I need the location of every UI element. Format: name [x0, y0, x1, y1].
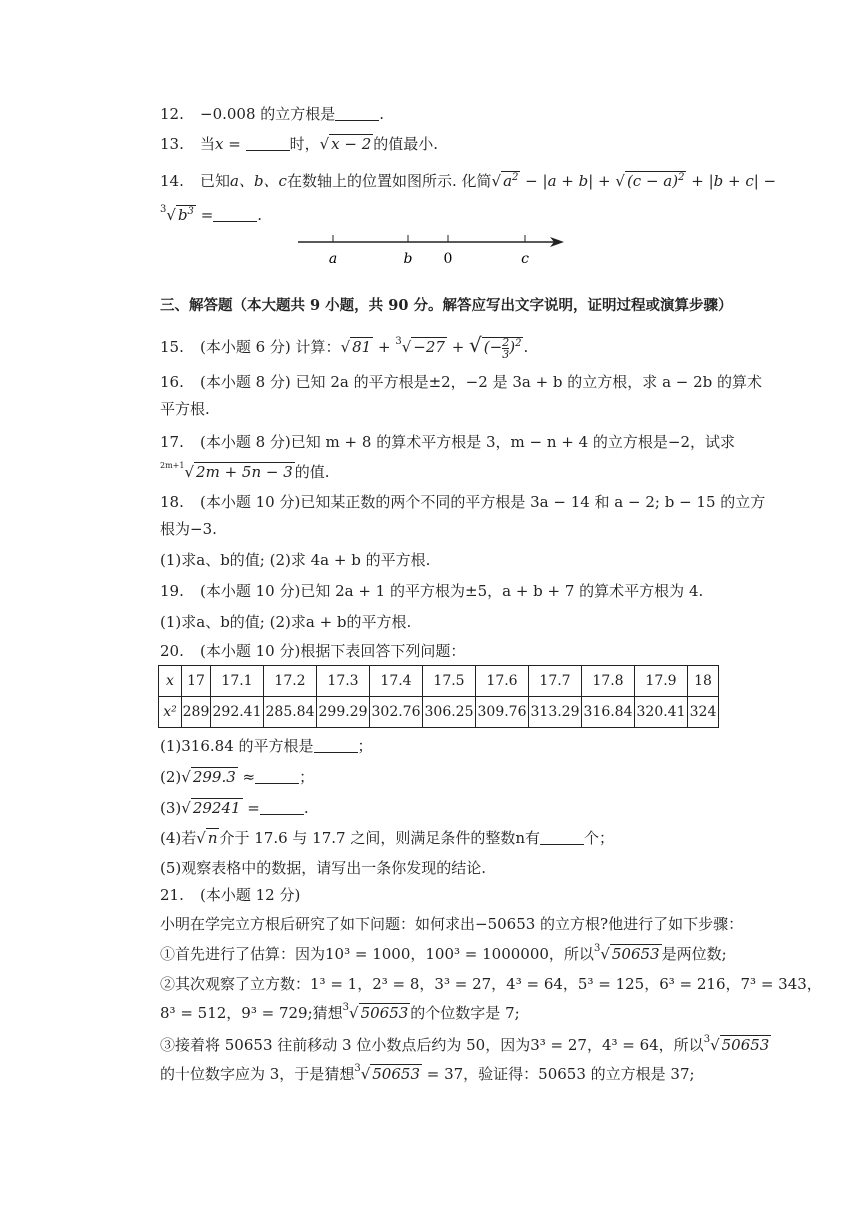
q18-line1: (本小题 10 分)已知某正数的两个不同的平方根是 3a − 14 和 a − 2; b − 15 的立方 — [200, 493, 766, 511]
sqrt-sign: √ — [181, 768, 191, 786]
q19-line1: (本小题 10 分)已知 2a + 1 的平方根为±5，a + b + 7 的算术平方根为 4. — [200, 582, 704, 600]
q17-end: 的值. — [294, 463, 330, 481]
answer-blank — [260, 800, 304, 815]
q13-text-c: 时， — [289, 135, 320, 153]
answer-blank — [314, 738, 358, 753]
q20-p4-text: 介于 17.6 与 17.7 之间，则满足条件的整数n有 — [219, 829, 541, 847]
sqrt-sign: √ — [469, 333, 482, 357]
q12-text: −0.008 的立方根是 — [200, 105, 336, 123]
q13-eq: = — [223, 135, 246, 153]
q21-s2-rad: 50653 — [360, 1004, 409, 1022]
sqrt-sign: √ — [600, 945, 610, 963]
q14-expr-c: + |b + c| − — [686, 172, 777, 190]
q21-s3-rad: 50653 — [721, 1036, 770, 1054]
question-12 — [160, 104, 384, 124]
q14-line2-rad: b — [177, 206, 188, 224]
question-20 — [160, 641, 465, 661]
q21-step3-line1 — [160, 1035, 771, 1058]
table-cell: 17.6 — [476, 666, 529, 697]
question-17 — [160, 432, 735, 452]
table-cell: 17.5 — [423, 666, 476, 697]
question-19-line2: (1)求a、b的值; (2)求a + b的平方根. — [160, 613, 412, 631]
root-index: 2m+1 — [160, 461, 185, 470]
q21-step2-line1: ②其次观察了立方数：1³ = 1，2³ = 8，3³ = 27，4³ = 64，5³ = 125，6³ = 216，7³ = 343， — [160, 975, 822, 993]
q14-expr1: a — [503, 172, 513, 190]
q14-vars: a、b、c — [230, 172, 287, 190]
sqrt-sign: √ — [184, 463, 195, 481]
q14-text: 已知 — [200, 172, 231, 190]
answer-blank — [246, 136, 290, 151]
q20-line1: (本小题 10 分)根据下表回答下列问题： — [200, 642, 466, 660]
q20-p2-approx: ≈ — [237, 768, 256, 786]
q20-p4-rad: n — [207, 829, 218, 847]
denominator: 3 — [502, 347, 510, 361]
q21-step1 — [160, 944, 727, 967]
q17-line1: (本小题 8 分)已知 m + 8 的算术平方根是 3，m − n + 4 的立方根是−2，试求 — [200, 433, 736, 451]
question-number: 12. — [160, 105, 184, 123]
q21-step2-line2 — [160, 1003, 520, 1026]
q20-part5: (5)观察表格中的数据，请写出一条你发现的结论. — [160, 859, 487, 877]
q15-rad2: −27 — [413, 338, 445, 356]
table-cell: 17.1 — [211, 666, 264, 697]
cube-root-index: 3 — [703, 1034, 711, 1045]
label-a: a — [328, 251, 338, 267]
q21-s2-text: 8³ = 512，9³ = 729;猜想 — [160, 1004, 343, 1022]
q21-s1-end: 是两位数; — [661, 945, 727, 963]
table-cell: 292.41 — [211, 697, 264, 728]
table-cell: 17 — [182, 666, 211, 697]
question-number: 20. — [160, 642, 184, 660]
q14-line2-eq: = — [195, 206, 214, 224]
q15-end: . — [523, 338, 529, 356]
q14-text-b: 在数轴上的位置如图所示. 化简 — [286, 172, 492, 190]
cube-root-index: 3 — [395, 336, 402, 347]
q15-plus1: + — [373, 338, 396, 356]
q20-p3-eq: = — [242, 799, 260, 817]
q14-radicand-2: $(c - a)^2$ — [626, 172, 685, 190]
cube-root-index: 3 — [160, 204, 167, 215]
q16-line1: (本小题 8 分) 已知 2a 的平方根是±2，−2 是 3a + b 的立方根，求 a − 2b 的算术 — [200, 373, 763, 391]
question-18-line2: 根为−3. — [160, 520, 217, 538]
q20-p1-end: ； — [357, 737, 373, 755]
q14-line2-end: . — [257, 206, 263, 224]
sqrt-sign: √ — [166, 206, 176, 224]
cube-root-index: 3 — [354, 1063, 361, 1074]
question-13 — [160, 134, 438, 154]
q15-head: (本小题 6 分) 计算： — [200, 338, 341, 356]
fraction — [502, 337, 509, 360]
section-3-heading: 三、解答题（本大题共 9 小题，共 90 分。解答应写出文字说明，证明过程或演算步骤） — [160, 297, 733, 314]
label-b: b — [403, 251, 413, 267]
question-number: 16. — [160, 373, 184, 391]
table-cell: 302.76 — [370, 697, 423, 728]
q13-var: x — [215, 135, 224, 153]
sqrt-sign: √ — [615, 172, 625, 190]
sqrt-sign: √ — [196, 829, 206, 847]
table-row — [159, 697, 719, 728]
answer-blank — [255, 769, 299, 784]
question-15 — [160, 334, 528, 360]
question-18-line3: (1)求a、b的值; (2)求 4a + b 的平方根. — [160, 551, 431, 569]
q14-radicand-1: $a^2$ — [503, 172, 519, 190]
q21-intro: 小明在学完立方根后研究了如下问题：如何求出−50653 的立方根?他进行了如下步骤： — [160, 915, 744, 933]
q21-s3-end: = 37，验证得：50653 的立方根是 37; — [421, 1065, 695, 1083]
sqrt-sign: √ — [491, 172, 502, 190]
question-16 — [160, 372, 762, 392]
numerator: 2 — [502, 335, 510, 349]
question-number: 15. — [160, 338, 184, 356]
sqrt-sign: √ — [181, 799, 191, 817]
table-cell: 320.41 — [635, 697, 688, 728]
table-cell: 324 — [688, 697, 719, 728]
number-line — [296, 228, 568, 268]
table-cell: 313.29 — [529, 697, 582, 728]
q20-p4-end: 个； — [584, 829, 615, 847]
q21-s3-rad2: 50653 — [372, 1065, 420, 1083]
q14-expr-b: − |a + b| + — [520, 172, 616, 190]
q21-s1-text: ①首先进行了估算：因为10³ = 1000，100³ = 1000000，所以 — [160, 945, 594, 963]
question-17-line2 — [160, 462, 330, 485]
table-row — [159, 666, 719, 697]
q20-p3-rad: 29241 — [192, 799, 241, 817]
q15-rad1: 81 — [352, 338, 372, 356]
q20-part4 — [160, 828, 614, 848]
table-cell: 17.4 — [370, 666, 423, 697]
q21-step3-line2 — [160, 1064, 695, 1087]
q20-p2-rad: 299.3 — [192, 768, 236, 786]
q15-plus2: + — [446, 338, 470, 356]
sqrt-sign: √ — [319, 135, 330, 153]
table-header-cell: x² — [159, 697, 182, 728]
q13-text-d: 的值最小. — [373, 135, 439, 153]
q20-p2-label: (2) — [160, 768, 182, 786]
question-18 — [160, 492, 765, 512]
q13-text: 当 — [200, 135, 216, 153]
q20-part3 — [160, 798, 309, 818]
table-cell: 285.84 — [264, 697, 317, 728]
q21-s2-end: 的个位数字是 7; — [410, 1004, 520, 1022]
table-header-cell: x — [159, 666, 182, 697]
cube-root-index: 3 — [342, 1002, 350, 1013]
table-cell: 17.2 — [264, 666, 317, 697]
question-number: 13. — [160, 135, 184, 153]
cube-root-index: 3 — [593, 943, 601, 954]
q20-p4-label: (4)若 — [160, 829, 197, 847]
question-number: 19. — [160, 582, 184, 600]
question-21 — [160, 885, 300, 905]
q12-end: . — [379, 105, 385, 123]
question-number: 21. — [160, 886, 184, 904]
question-14-line2 — [160, 202, 262, 228]
q14-rad2: (c − a) — [626, 172, 679, 190]
q14-radicand-3: $b^3$ — [177, 206, 194, 224]
table-cell: 18 — [688, 666, 719, 697]
table-cell: 17.8 — [582, 666, 635, 697]
q21-s1-rad: 50653 — [611, 945, 660, 963]
q21-head: (本小题 12 分) — [200, 886, 301, 904]
table-cell: 17.9 — [635, 666, 688, 697]
sqrt-sign: √ — [349, 1004, 359, 1022]
question-19 — [160, 581, 703, 601]
question-number: 14. — [160, 172, 184, 190]
q20-part2 — [160, 767, 314, 787]
q21-s3-text2: 的十位数字应为 3，于是猜想 — [160, 1065, 355, 1083]
sqrt-sign: √ — [360, 1065, 371, 1083]
sqrt-sign: √ — [340, 338, 351, 356]
q17-radicand: 2m + 5n − 3 — [196, 463, 293, 481]
table-cell: 299.29 — [317, 697, 370, 728]
q20-p3-label: (3) — [160, 799, 182, 817]
table-cell: 306.25 — [423, 697, 476, 728]
q15-rad3: (− $\frac{2}{3}$ )$^2$ — [483, 335, 522, 361]
sqrt-sign: √ — [710, 1036, 720, 1054]
q20-p2-end: ； — [299, 768, 315, 786]
table-cell: 316.84 — [582, 697, 635, 728]
q20-p3-end: . — [303, 799, 309, 817]
q13-radicand: x − 2 — [331, 135, 372, 153]
sqrt-sign: √ — [401, 338, 412, 356]
answer-blank — [335, 106, 379, 121]
table-cell: 289 — [182, 697, 211, 728]
table-cell: 309.76 — [476, 697, 529, 728]
question-number: 17. — [160, 433, 184, 451]
q20-part1 — [160, 736, 373, 756]
label-0: 0 — [443, 251, 453, 267]
answer-blank — [213, 207, 257, 222]
data-table — [158, 665, 719, 728]
table-cell: 17.3 — [317, 666, 370, 697]
q21-s3-text: ③接着将 50653 往前移动 3 位小数点后约为 50，因为3³ = 27，4³ = 64，所以 — [160, 1036, 704, 1054]
question-16-line2: 平方根. — [160, 400, 210, 418]
q20-p1-text: (1)316.84 的平方根是 — [160, 737, 314, 755]
table-cell: 17.7 — [529, 666, 582, 697]
question-number: 18. — [160, 493, 184, 511]
answer-blank — [540, 830, 584, 845]
question-14 — [160, 168, 776, 191]
label-c: c — [521, 251, 529, 267]
